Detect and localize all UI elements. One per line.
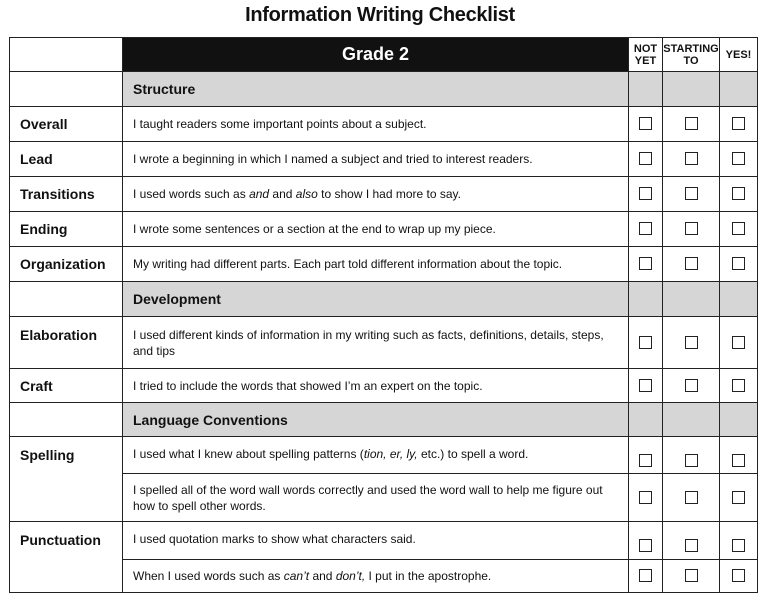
category-transitions: Transitions [10,177,123,212]
header-blank-cell [10,38,123,72]
checklist-table [9,37,758,593]
starting-to-checkbox[interactable] [685,454,698,467]
yes-heading: YES! [720,38,758,72]
not-yet-checkbox[interactable] [639,152,652,165]
section-structure: Structure [123,72,629,107]
yes-checkbox[interactable] [732,539,745,552]
criterion-elaboration: I used different kinds of information in my writing such as facts, definitions, details, steps, and tips [123,317,629,369]
not-yet-checkbox[interactable] [639,379,652,392]
table-row [10,369,758,403]
section-row-development [10,282,758,317]
yes-checkbox[interactable] [732,379,745,392]
not-yet-checkbox[interactable] [639,539,652,552]
yes-checkbox[interactable] [732,491,745,504]
starting-to-checkbox[interactable] [685,117,698,130]
section-development: Development [123,282,629,317]
starting-to-checkbox[interactable] [685,539,698,552]
not-yet-checkbox[interactable] [639,569,652,582]
grade-heading: Grade 2 [123,38,629,72]
starting-to-checkbox[interactable] [685,336,698,349]
not-yet-heading: NOT YET [629,38,663,72]
yes-checkbox[interactable] [732,454,745,467]
category-lead: Lead [10,142,123,177]
not-yet-checkbox[interactable] [639,117,652,130]
yes-checkbox[interactable] [732,222,745,235]
table-row [10,142,758,177]
page-title: Information Writing Checklist [245,4,515,26]
category-overall: Overall [10,107,123,142]
category-punctuation: Punctuation [10,522,123,593]
criterion-ending: I wrote some sentences or a section at the end to wrap up my piece. [123,212,629,247]
category-spelling: Spelling [10,437,123,522]
criterion-craft: I tried to include the words that showed I’m an expert on the topic. [123,369,629,403]
criterion-punctuation-apostrophe: When I used words such as can’t and don’t, I put in the apostrophe. [123,560,629,593]
category-elaboration: Elaboration [10,317,123,369]
not-yet-checkbox[interactable] [639,491,652,504]
criterion-transitions: I used words such as and and also to show I had more to say. [123,177,629,212]
starting-to-heading: STARTING TO [663,38,720,72]
starting-to-checkbox[interactable] [685,222,698,235]
yes-checkbox[interactable] [732,117,745,130]
table-row [10,212,758,247]
not-yet-checkbox[interactable] [639,187,652,200]
category-craft: Craft [10,369,123,403]
yes-checkbox[interactable] [732,257,745,270]
criterion-punctuation-quotes: I used quotation marks to show what characters said. [123,522,629,560]
yes-checkbox[interactable] [732,336,745,349]
criterion-spelling-word-wall: I spelled all of the word wall words correctly and used the word wall to help me figure out how to spell other words. [123,474,629,522]
criterion-overall: I taught readers some important points about a subject. [123,107,629,142]
yes-checkbox[interactable] [732,569,745,582]
not-yet-checkbox[interactable] [639,336,652,349]
starting-to-checkbox[interactable] [685,257,698,270]
table-row [10,107,758,142]
table-row [10,437,758,474]
starting-to-checkbox[interactable] [685,491,698,504]
criterion-organization: My writing had different parts. Each part told different information about the topic. [123,247,629,282]
not-yet-checkbox[interactable] [639,257,652,270]
not-yet-checkbox[interactable] [639,222,652,235]
criterion-lead: I wrote a beginning in which I named a subject and tried to interest readers. [123,142,629,177]
section-row-structure [10,72,758,107]
header-row [10,38,758,72]
criterion-spelling-patterns: I used what I knew about spelling patterns (tion, er, ly, etc.) to spell a word. [123,437,629,474]
section-row-language [10,403,758,437]
not-yet-checkbox[interactable] [639,454,652,467]
starting-to-checkbox[interactable] [685,569,698,582]
table-row [10,474,758,522]
starting-to-checkbox[interactable] [685,187,698,200]
starting-to-checkbox[interactable] [685,379,698,392]
table-row [10,247,758,282]
table-row [10,317,758,369]
category-organization: Organization [10,247,123,282]
yes-checkbox[interactable] [732,152,745,165]
starting-to-checkbox[interactable] [685,152,698,165]
yes-checkbox[interactable] [732,187,745,200]
table-row [10,560,758,593]
table-row [10,177,758,212]
category-ending: Ending [10,212,123,247]
table-row [10,522,758,560]
section-language-conventions: Language Conventions [123,403,629,437]
